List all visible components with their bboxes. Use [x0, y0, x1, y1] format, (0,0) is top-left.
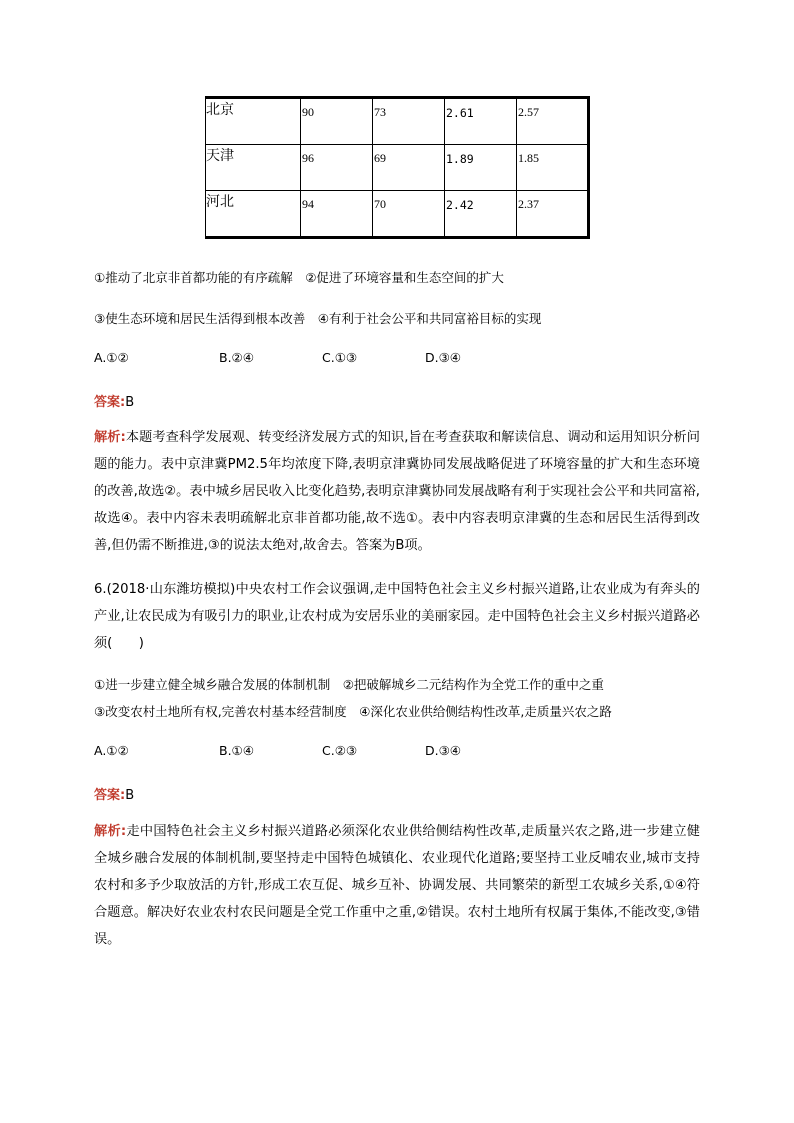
table-cell-region: 河北: [206, 191, 301, 238]
q5-analysis: [94, 424, 700, 559]
table-cell: 1.89: [445, 145, 517, 191]
option-b: B.①④: [219, 743, 254, 758]
table-cell-region: 北京: [206, 98, 301, 145]
table-row: [206, 145, 589, 191]
table-row: [206, 191, 589, 238]
option-b: B.②④: [219, 350, 254, 365]
table-cell-region: 天津: [206, 145, 301, 191]
answer-value: B: [125, 395, 135, 410]
table-cell: 96: [301, 145, 373, 191]
table-cell: 90: [301, 98, 373, 145]
option-d: D.③④: [425, 743, 462, 758]
analysis-text: 本题考查科学发展观、转变经济发展方式的知识,旨在考查获取和解读信息、调动和运用知识分析问题的能力。表中京津冀PM2.5年均浓度下降,表明京津冀协同发展战略促进了环境容量的扩大和生态环境的改善,故选②。表中城乡居民收入比变化趋势,表明京津冀协同发展战略有利于实现社会公平和共同富裕,故选④。表中内容未表明疏解北京非首都功能,故不选①。表中内容表明京津冀的生态和居民生活得到改善,但仍需不断推进,③的说法太绝对,故舍去。答案为B项。: [94, 430, 700, 553]
option-a: A.①②: [94, 743, 129, 758]
q6-stem: 6.(2018·山东潍坊模拟)中央农村工作会议强调,走中国特色社会主义乡村振兴道路,让农业成为有奔头的产业,让农民成为有吸引力的职业,让农村成为安居乐业的美丽家园。走中国特色社会主义乡村振兴道路必须( ): [94, 582, 700, 651]
q5-statement-line-1: ①推动了北京非首都功能的有序疏解 ②促进了环境容量和生态空间的扩大: [94, 270, 504, 285]
option-a: A.①②: [94, 350, 129, 365]
q5-answer: [94, 391, 134, 410]
option-c: C.②③: [322, 743, 358, 758]
table-cell: 70: [373, 191, 445, 238]
option-d: D.③④: [425, 350, 462, 365]
table-cell: 94: [301, 191, 373, 238]
q5-statement-line-2: ③使生态环境和居民生活得到根本改善 ④有利于社会公平和共同富裕目标的实现: [94, 311, 542, 326]
table-cell: 2.57: [517, 98, 589, 145]
table-row: [206, 98, 589, 145]
answer-label: 答案:: [94, 395, 126, 410]
q6-statement-line-2: ③改变农村土地所有权,完善农村基本经营制度 ④深化农业供给侧结构性改革,走质量兴农之路: [94, 704, 612, 719]
option-c: C.①③: [322, 350, 358, 365]
q6-analysis: [94, 818, 700, 953]
analysis-label: 解析:: [94, 430, 126, 445]
table-cell: 2.42: [445, 191, 517, 238]
q6-answer: [94, 784, 134, 803]
analysis-label: 解析:: [94, 824, 127, 839]
table-cell: 2.61: [445, 98, 517, 145]
q6-statement-line-1: ①进一步建立健全城乡融合发展的体制机制 ②把破解城乡二元结构作为全党工作的重中之重: [94, 677, 604, 692]
table-cell: 73: [373, 98, 445, 145]
analysis-text: 走中国特色社会主义乡村振兴道路必须深化农业供给侧结构性改革,走质量兴农之路,进一步建立健全城乡融合发展的体制机制,要坚持走中国特色城镇化、农业现代化道路;要坚持工业反哺农业,城市支持农村和多予少取放活的方针,形成工农互促、城乡互补、协调发展、共同繁荣的新型工农城乡关系,①④符合题意。解决好农业农村农民问题是全党工作重中之重,②错误。农村土地所有权属于集体,不能改变,③错误。: [94, 824, 700, 947]
answer-label: 答案:: [94, 788, 126, 803]
table-cell: 1.85: [517, 145, 589, 191]
answer-value: B: [125, 788, 135, 803]
data-table: [205, 96, 590, 239]
table-cell: 2.37: [517, 191, 589, 238]
table-cell: 69: [373, 145, 445, 191]
